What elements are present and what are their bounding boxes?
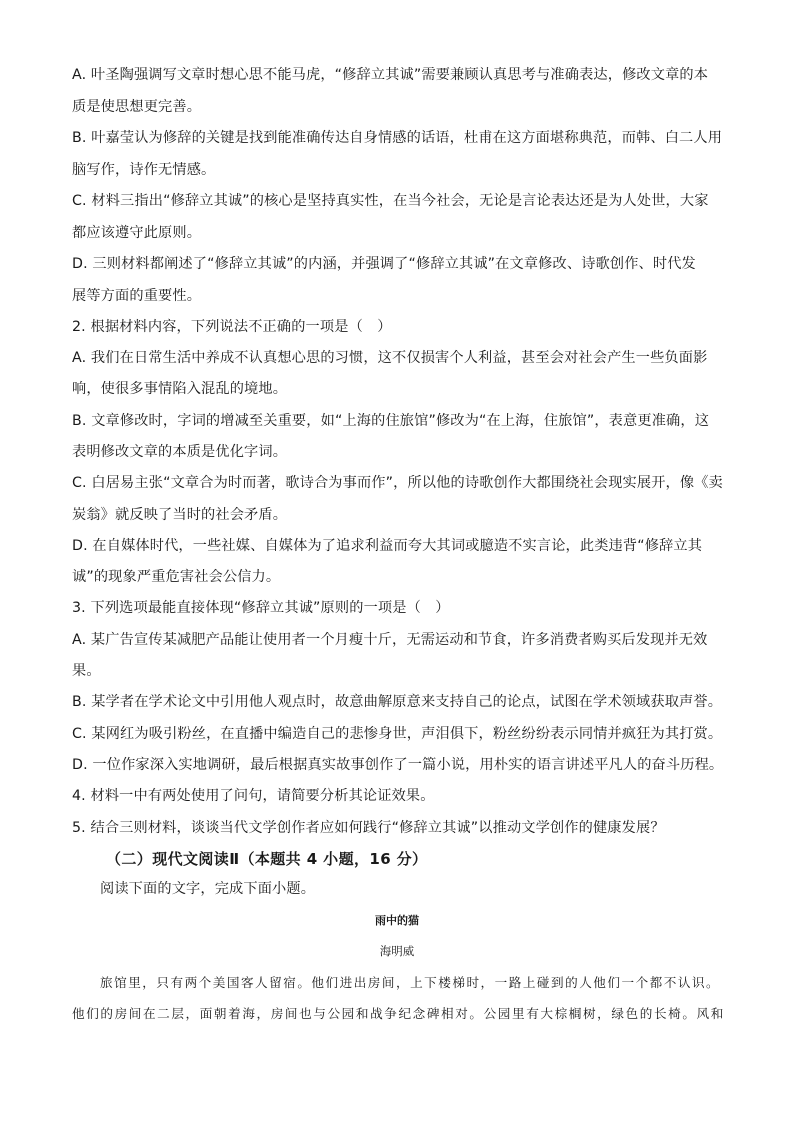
q1-option-a-line1: A. 叶圣陶强调写文章时想心思不能马虎，“修辞立其诚”需要兼顾认真思考与准确表达，修改文章的本 [72, 67, 709, 83]
q2-option-d-line1: D. 在自媒体时代，一些社媒、自媒体为了追求利益而夸大其词或臆造不实言论，此类违背“修辞立其 [72, 538, 703, 554]
reading-instruction: 阅读下面的文字，完成下面小题。 [100, 881, 316, 897]
q2-stem: 2. 根据材料内容，下列说法不正确的一项是（ ） [72, 319, 392, 335]
q3-option-a-line2: 果。 [72, 663, 101, 679]
q2-option-b-line2: 表明修改文章的本质是优化字词。 [72, 444, 288, 460]
q2-option-b-line1: B. 文章修改时，字词的增减至关重要，如“上海的住旅馆”修改为“在上海，住旅馆”，表意更准确，这 [72, 413, 710, 429]
q3-stem: 3. 下列选项最能直接体现“修辞立其诚”原则的一项是（ ） [72, 600, 450, 616]
q1-option-c-line2: 都应该遵守此原则。 [72, 225, 202, 241]
q2-option-c-line1: C. 白居易主张“文章合为时而著，歌诗合为事而作”，所以他的诗歌创作大都围绕社会现实展开，像《卖 [72, 475, 723, 491]
q3-option-d: D. 一位作家深入实地调研，最后根据真实故事创作了一篇小说，用朴实的语言讲述平凡人的奋斗历程。 [72, 757, 724, 773]
q2-option-a-line2: 响，使很多事情陷入混乱的境地。 [72, 381, 288, 397]
q1-option-d-line2: 展等方面的重要性。 [72, 288, 202, 304]
q1-option-c-line1: C. 材料三指出“修辞立其诚”的核心是坚持真实性，在当今社会，无论是言论表达还是为人处世，大家 [72, 193, 709, 209]
q3-option-a-line1: A. 某广告宣传某减肥产品能让使用者一个月瘦十斤，无需运动和节食，许多消费者购买后发现并无效 [72, 632, 708, 648]
q2-option-d-line2: 诚”的现象严重危害社会公信力。 [72, 569, 281, 585]
q1-option-d-line1: D. 三则材料都阐述了“修辞立其诚”的内涵，并强调了“修辞立其诚”在文章修改、诗歌创作、时代发 [72, 256, 696, 272]
q4-stem: 4. 材料一中有两处使用了问句，请简要分析其论证效果。 [72, 788, 435, 804]
q3-option-b: B. 某学者在学术论文中引用他人观点时，故意曲解原意来支持自己的论点，试图在学术领域获取声誉。 [72, 694, 723, 710]
q2-option-a-line1: A. 我们在日常生活中养成不认真想心思的习惯，这不仅损害个人利益，甚至会对社会产生一些负面影 [72, 350, 708, 366]
q3-option-c: C. 某网红为吸引粉丝，在直播中编造自己的悲惨身世，声泪俱下，粉丝纷纷表示同情并疯狂为其打赏。 [72, 726, 723, 742]
q1-option-b-line1: B. 叶嘉莹认为修辞的关键是找到能准确传达自身情感的话语，杜甫在这方面堪称典范，而韩、白二人用 [72, 130, 723, 146]
story-paragraph-line2: 他们的房间在二层，面朝着海，房间也与公园和战争纪念碑相对。公园里有大棕榈树，绿色的长椅。风和 [72, 1006, 725, 1021]
q1-option-b-line2: 脑写作，诗作无情感。 [72, 162, 216, 178]
q5-stem: 5. 结合三则材料，谈谈当代文学创作者应如何践行“修辞立其诚”以推动文学创作的健康发展？ [72, 820, 665, 836]
story-paragraph-line1: 旅馆里，只有两个美国客人留宿。他们进出房间，上下楼梯时，一路上碰到的人他们一个都不认识。 [100, 975, 721, 990]
q2-option-c-line2: 炭翁》就反映了当时的社会矛盾。 [72, 507, 288, 523]
section-heading: （二）现代文阅读Ⅱ（本题共 4 小题，16 分） [106, 850, 428, 868]
story-title: 雨中的猫 [375, 914, 419, 927]
q1-option-a-line2: 质是使思想更完善。 [72, 99, 202, 115]
story-author: 海明威 [379, 944, 415, 958]
